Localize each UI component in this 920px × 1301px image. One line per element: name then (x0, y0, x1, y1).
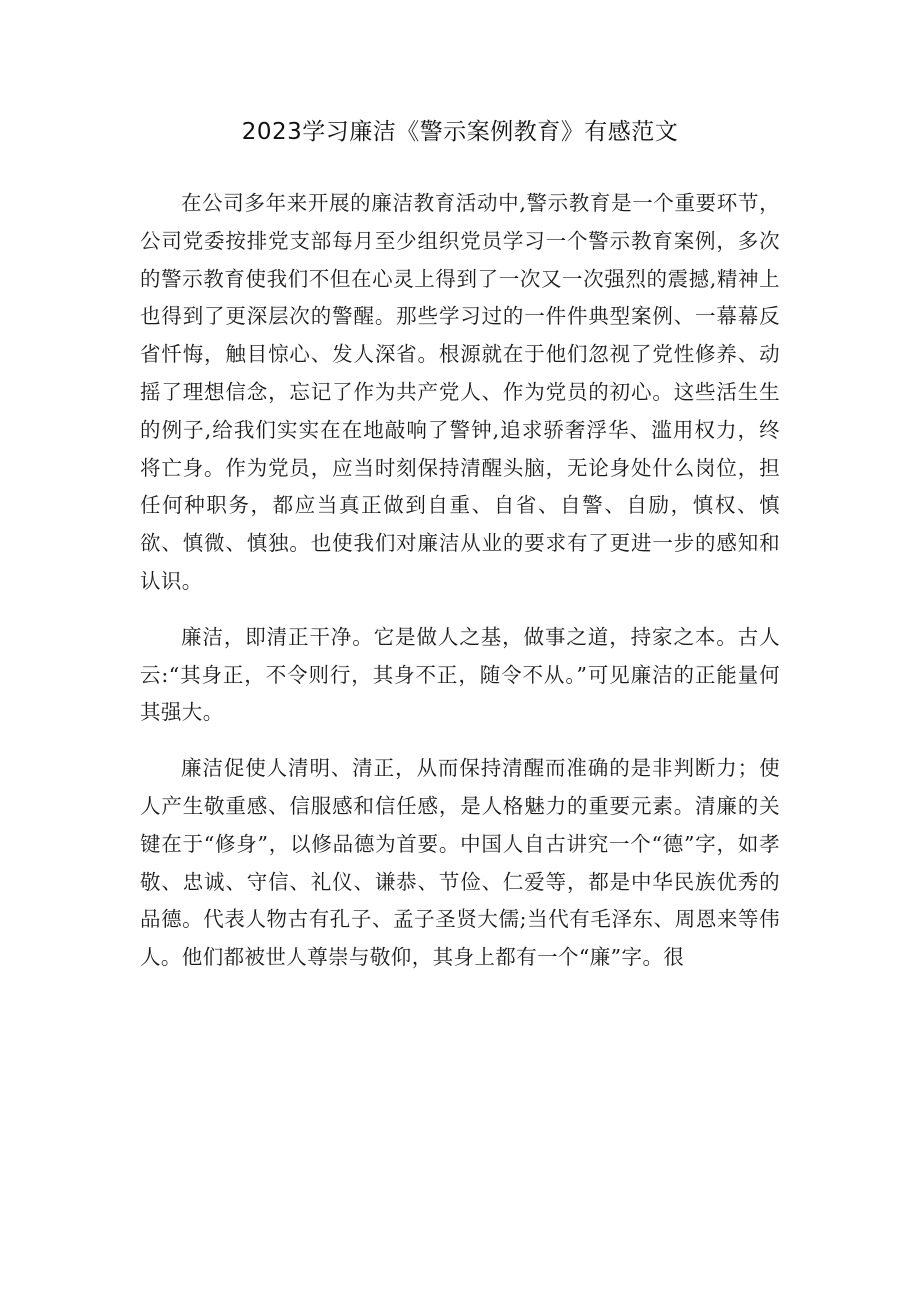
paragraph-3: 廉洁促使人清明、清正，从而保持清醒而准确的是非判断力；使人产生敬重感、信服感和信任感，是人格魅力的重要元素。清廉的关键在于“修身”，以修品德为首要。中国人自古讲究一个“德”字，如孝敬、忠诚、守信、礼仪、谦恭、节俭、仁爱等，都是中华民族优秀的品德。代表人物古有孔子、孟子圣贤大儒;当代有毛泽东、周恩来等伟人。他们都被世人尊崇与敬仰，其身上都有一个“廉”字。很 (140, 756, 780, 970)
document-title: 2023学习廉洁《警示案例教育》有感范文 (241, 119, 679, 145)
paragraph-2: 廉洁，即清正干净。它是做人之基，做事之道，持家之本。古人云:“其身正，不令则行，其身不正，随令不从。”可见廉洁的正能量何其强大。 (140, 624, 780, 725)
document-body (140, 185, 780, 977)
document-page (140, 0, 780, 995)
paragraph-1: 在公司多年来开展的廉洁教育活动中,警示教育是一个重要环节，公司党委按排党支部每月至少组织党员学习一个警示教育案例，多次的警示教育使我们不但在心灵上得到了一次又一次强烈的震撼,精神上也得到了更深层次的警醒。那些学习过的一件件典型案例、一幕幕反省忏悔，触目惊心、发人深省。根源就在于他们忽视了党性修养、动摇了理想信念，忘记了作为共产党人、作为党员的初心。这些活生生的例子,给我们实实在在地敲响了警钟,追求骄奢浮华、滥用权力，终将亡身。作为党员，应当时刻保持清醒头脑，无论身处什么岗位，担任何种职务，都应当真正做到自重、自省、自警、自励，慎权、慎欲、慎微、慎独。也使我们对廉洁从业的要求有了更进一步的感知和认识。 (140, 191, 780, 593)
